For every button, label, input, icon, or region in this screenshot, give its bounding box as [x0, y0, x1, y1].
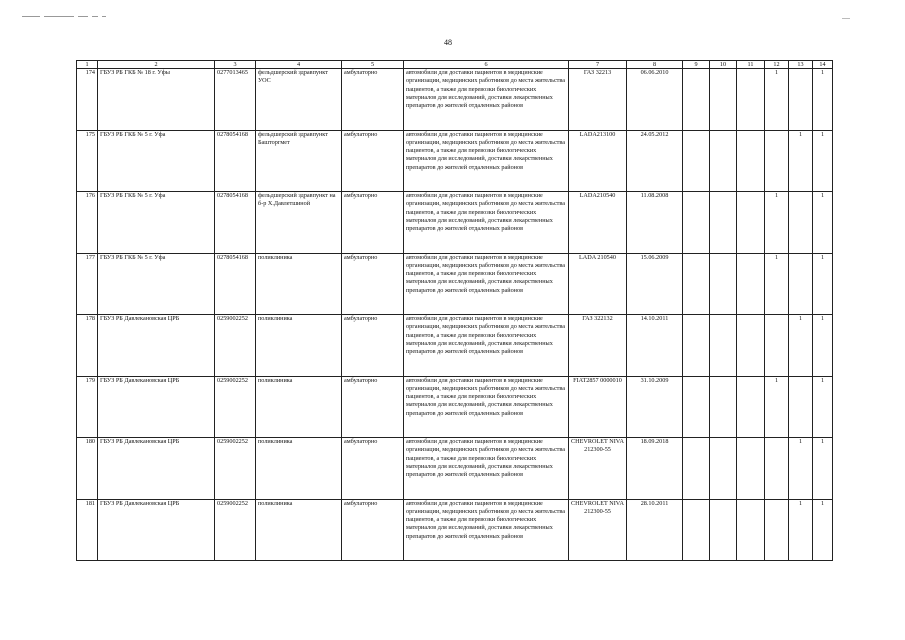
row-number: 179 — [77, 376, 98, 438]
table-row — [77, 315, 833, 377]
care-type: амбулаторно — [342, 192, 404, 254]
count-col-14: 1 — [813, 499, 833, 561]
vehicle-model: ГАЗ 322132 — [569, 315, 627, 377]
page-number: 48 — [444, 38, 452, 47]
scan-corner-mark — [842, 18, 850, 19]
column-number: 9 — [683, 61, 710, 69]
empty-cell — [737, 438, 765, 500]
registration-date: 11.08.2008 — [627, 192, 683, 254]
count-col-13: 1 — [789, 315, 813, 377]
count-col-14: 1 — [813, 438, 833, 500]
inn-code: 0278054168 — [215, 192, 256, 254]
subdivision: поликлиника — [256, 499, 342, 561]
care-type: амбулаторно — [342, 69, 404, 131]
vehicle-purpose: автомобили для доставки пациентов в медицинские организации, медицинских работников до места жительства пациентов, а также для перевозки биологических материалов для исследований, доставки лекарственных препаратов до жителей отдаленных районов — [404, 69, 569, 131]
column-number: 11 — [737, 61, 765, 69]
registration-date: 18.09.2018 — [627, 438, 683, 500]
table-row — [77, 192, 833, 254]
empty-cell — [737, 130, 765, 192]
empty-cell — [737, 69, 765, 131]
subdivision: поликлиника — [256, 438, 342, 500]
registration-date: 15.06.2009 — [627, 253, 683, 315]
organization-name: ГБУЗ РБ ГКБ № 5 г. Уфа — [98, 192, 215, 254]
empty-cell — [683, 376, 710, 438]
vehicle-purpose: автомобили для доставки пациентов в медицинские организации, медицинских работников до места жительства пациентов, а также для перевозки биологических материалов для исследований, доставки лекарственных препаратов до жителей отдаленных районов — [404, 253, 569, 315]
empty-cell — [710, 376, 737, 438]
column-number: 8 — [627, 61, 683, 69]
registration-date: 24.05.2012 — [627, 130, 683, 192]
count-col-12 — [765, 315, 789, 377]
empty-cell — [737, 315, 765, 377]
empty-cell — [683, 69, 710, 131]
subdivision: поликлиника — [256, 253, 342, 315]
row-number: 174 — [77, 69, 98, 131]
column-number: 14 — [813, 61, 833, 69]
care-type: амбулаторно — [342, 438, 404, 500]
count-col-13: 1 — [789, 499, 813, 561]
count-col-12: 1 — [765, 253, 789, 315]
empty-cell — [710, 499, 737, 561]
column-number-row — [77, 61, 833, 69]
count-col-12: 1 — [765, 192, 789, 254]
row-number: 177 — [77, 253, 98, 315]
empty-cell — [737, 499, 765, 561]
count-col-12 — [765, 499, 789, 561]
empty-cell — [737, 192, 765, 254]
column-number: 3 — [215, 61, 256, 69]
vehicle-purpose: автомобили для доставки пациентов в медицинские организации, медицинских работников до места жительства пациентов, а также для перевозки биологических материалов для исследований, доставки лекарственных препаратов до жителей отдаленных районов — [404, 130, 569, 192]
column-number: 10 — [710, 61, 737, 69]
row-number: 178 — [77, 315, 98, 377]
count-col-13: 1 — [789, 438, 813, 500]
table-row — [77, 130, 833, 192]
care-type: амбулаторно — [342, 499, 404, 561]
count-col-12 — [765, 438, 789, 500]
column-number: 12 — [765, 61, 789, 69]
empty-cell — [683, 253, 710, 315]
vehicle-purpose: автомобили для доставки пациентов в медицинские организации, медицинских работников до места жительства пациентов, а также для перевозки биологических материалов для исследований, доставки лекарственных препаратов до жителей отдаленных районов — [404, 376, 569, 438]
vehicle-model: CHEVROLET NIVA 212300-55 — [569, 438, 627, 500]
organization-name: ГБУЗ РБ Давлекановская ЦРБ — [98, 315, 215, 377]
organization-name: ГБУЗ РБ Давлекановская ЦРБ — [98, 499, 215, 561]
count-col-14: 1 — [813, 253, 833, 315]
empty-cell — [710, 438, 737, 500]
subdivision: поликлиника — [256, 376, 342, 438]
row-number: 176 — [77, 192, 98, 254]
organization-name: ГБУЗ РБ ГКБ № 5 г. Уфа — [98, 130, 215, 192]
inn-code: 0278054168 — [215, 130, 256, 192]
column-number: 5 — [342, 61, 404, 69]
empty-cell — [683, 315, 710, 377]
vehicle-model: ГАЗ 32213 — [569, 69, 627, 131]
count-col-14: 1 — [813, 130, 833, 192]
count-col-12: 1 — [765, 376, 789, 438]
table-row — [77, 253, 833, 315]
organization-name: ГБУЗ РБ ГКБ № 5 г. Уфа — [98, 253, 215, 315]
vehicle-purpose: автомобили для доставки пациентов в медицинские организации, медицинских работников до места жительства пациентов, а также для перевозки биологических материалов для исследований, доставки лекарственных препаратов до жителей отдаленных районов — [404, 438, 569, 500]
care-type: амбулаторно — [342, 315, 404, 377]
subdivision: фельдшерский здравпункт УОС — [256, 69, 342, 131]
vehicle-model: LADA213100 — [569, 130, 627, 192]
subdivision: фельдшерский здравпункт Башторгмет — [256, 130, 342, 192]
column-number: 7 — [569, 61, 627, 69]
empty-cell — [683, 192, 710, 254]
organization-name: ГБУЗ РБ ГКБ № 18 г. Уфы — [98, 69, 215, 131]
registration-date: 14.10.2011 — [627, 315, 683, 377]
inn-code: 0259002252 — [215, 499, 256, 561]
count-col-13 — [789, 192, 813, 254]
empty-cell — [683, 438, 710, 500]
organization-name: ГБУЗ РБ Давлекановская ЦРБ — [98, 376, 215, 438]
empty-cell — [710, 69, 737, 131]
table-row — [77, 69, 833, 131]
inn-code: 0259002252 — [215, 376, 256, 438]
count-col-13 — [789, 69, 813, 131]
row-number: 175 — [77, 130, 98, 192]
count-col-14: 1 — [813, 192, 833, 254]
count-col-13 — [789, 253, 813, 315]
care-type: амбулаторно — [342, 253, 404, 315]
vehicle-purpose: автомобили для доставки пациентов в медицинские организации, медицинских работников до места жительства пациентов, а также для перевозки биологических материалов для исследований, доставки лекарственных препаратов до жителей отдаленных районов — [404, 315, 569, 377]
empty-cell — [683, 499, 710, 561]
empty-cell — [683, 130, 710, 192]
registration-date: 31.10.2009 — [627, 376, 683, 438]
scan-header-mark — [22, 16, 122, 22]
table-row — [77, 438, 833, 500]
inn-code: 0259002252 — [215, 438, 256, 500]
column-number: 4 — [256, 61, 342, 69]
column-number: 13 — [789, 61, 813, 69]
vehicle-model: CHEVROLET NIVA 212300-55 — [569, 499, 627, 561]
row-number: 181 — [77, 499, 98, 561]
empty-cell — [737, 376, 765, 438]
registration-date: 06.06.2010 — [627, 69, 683, 131]
row-number: 180 — [77, 438, 98, 500]
count-col-12: 1 — [765, 69, 789, 131]
count-col-14: 1 — [813, 376, 833, 438]
column-number: 1 — [77, 61, 98, 69]
vehicle-model: LADA210540 — [569, 192, 627, 254]
care-type: амбулаторно — [342, 376, 404, 438]
inn-code: 0277013465 — [215, 69, 256, 131]
care-type: амбулаторно — [342, 130, 404, 192]
vehicle-purpose: автомобили для доставки пациентов в медицинские организации, медицинских работников до места жительства пациентов, а также для перевозки биологических материалов для исследований, доставки лекарственных препаратов до жителей отдаленных районов — [404, 192, 569, 254]
vehicle-purpose: автомобили для доставки пациентов в медицинские организации, медицинских работников до места жительства пациентов, а также для перевозки биологических материалов для исследований, доставки лекарственных препаратов до жителей отдаленных районов — [404, 499, 569, 561]
subdivision: поликлиника — [256, 315, 342, 377]
empty-cell — [710, 130, 737, 192]
inn-code: 0259002252 — [215, 315, 256, 377]
register-table — [76, 60, 833, 561]
count-col-13: 1 — [789, 130, 813, 192]
empty-cell — [710, 315, 737, 377]
inn-code: 0278054168 — [215, 253, 256, 315]
table-row — [77, 376, 833, 438]
empty-cell — [710, 253, 737, 315]
count-col-12 — [765, 130, 789, 192]
count-col-14: 1 — [813, 315, 833, 377]
empty-cell — [710, 192, 737, 254]
column-number: 6 — [404, 61, 569, 69]
vehicle-model: FIAT2857 0000010 — [569, 376, 627, 438]
subdivision: фельдшерский здравпункт на б-р Х.Давлетшиной — [256, 192, 342, 254]
empty-cell — [737, 253, 765, 315]
registration-date: 28.10.2011 — [627, 499, 683, 561]
count-col-14: 1 — [813, 69, 833, 131]
vehicle-model: LADA 210540 — [569, 253, 627, 315]
organization-name: ГБУЗ РБ Давлекановская ЦРБ — [98, 438, 215, 500]
table-row — [77, 499, 833, 561]
column-number: 2 — [98, 61, 215, 69]
count-col-13 — [789, 376, 813, 438]
